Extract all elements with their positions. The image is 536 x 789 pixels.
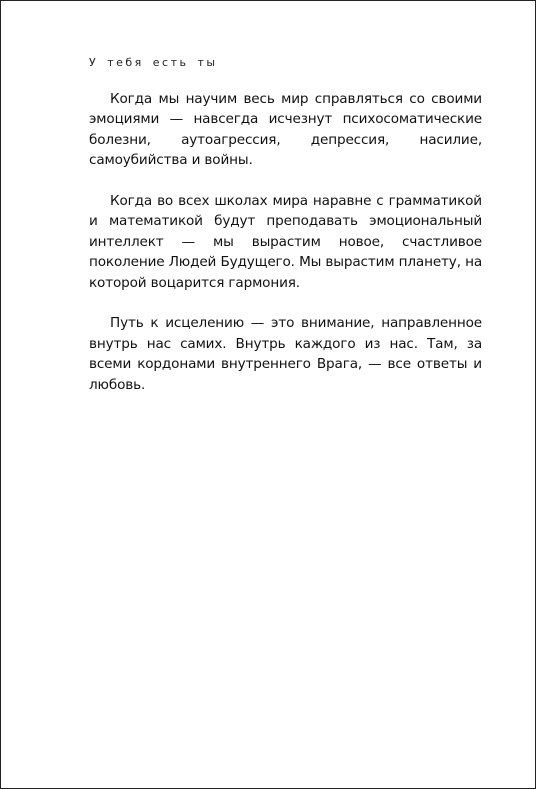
paragraph-3: Путь к исцелению — это внимание, направленное внутрь нас самих. Внутрь каждого из нас. Там, за всеми кордонами внутреннего Врага, — все ответы и любовь.: [89, 315, 482, 393]
running-head: У тебя есть ты: [89, 56, 218, 69]
paragraph-1: Когда мы научим весь мир справляться со своими эмоциями — навсегда исчезнут психосоматические болезни, аутоагрессия, депрессия, насилие, самоубийства и войны.: [89, 91, 482, 169]
page-body: [89, 89, 482, 395]
paragraph-2: Когда во всех школах мира наравне с грамматикой и математикой будут преподавать эмоциональный интеллект — мы вырастим новое, счастливое поколение Людей Будущего. Мы вырастим планету, на которой воцарится гармония.: [89, 193, 482, 291]
